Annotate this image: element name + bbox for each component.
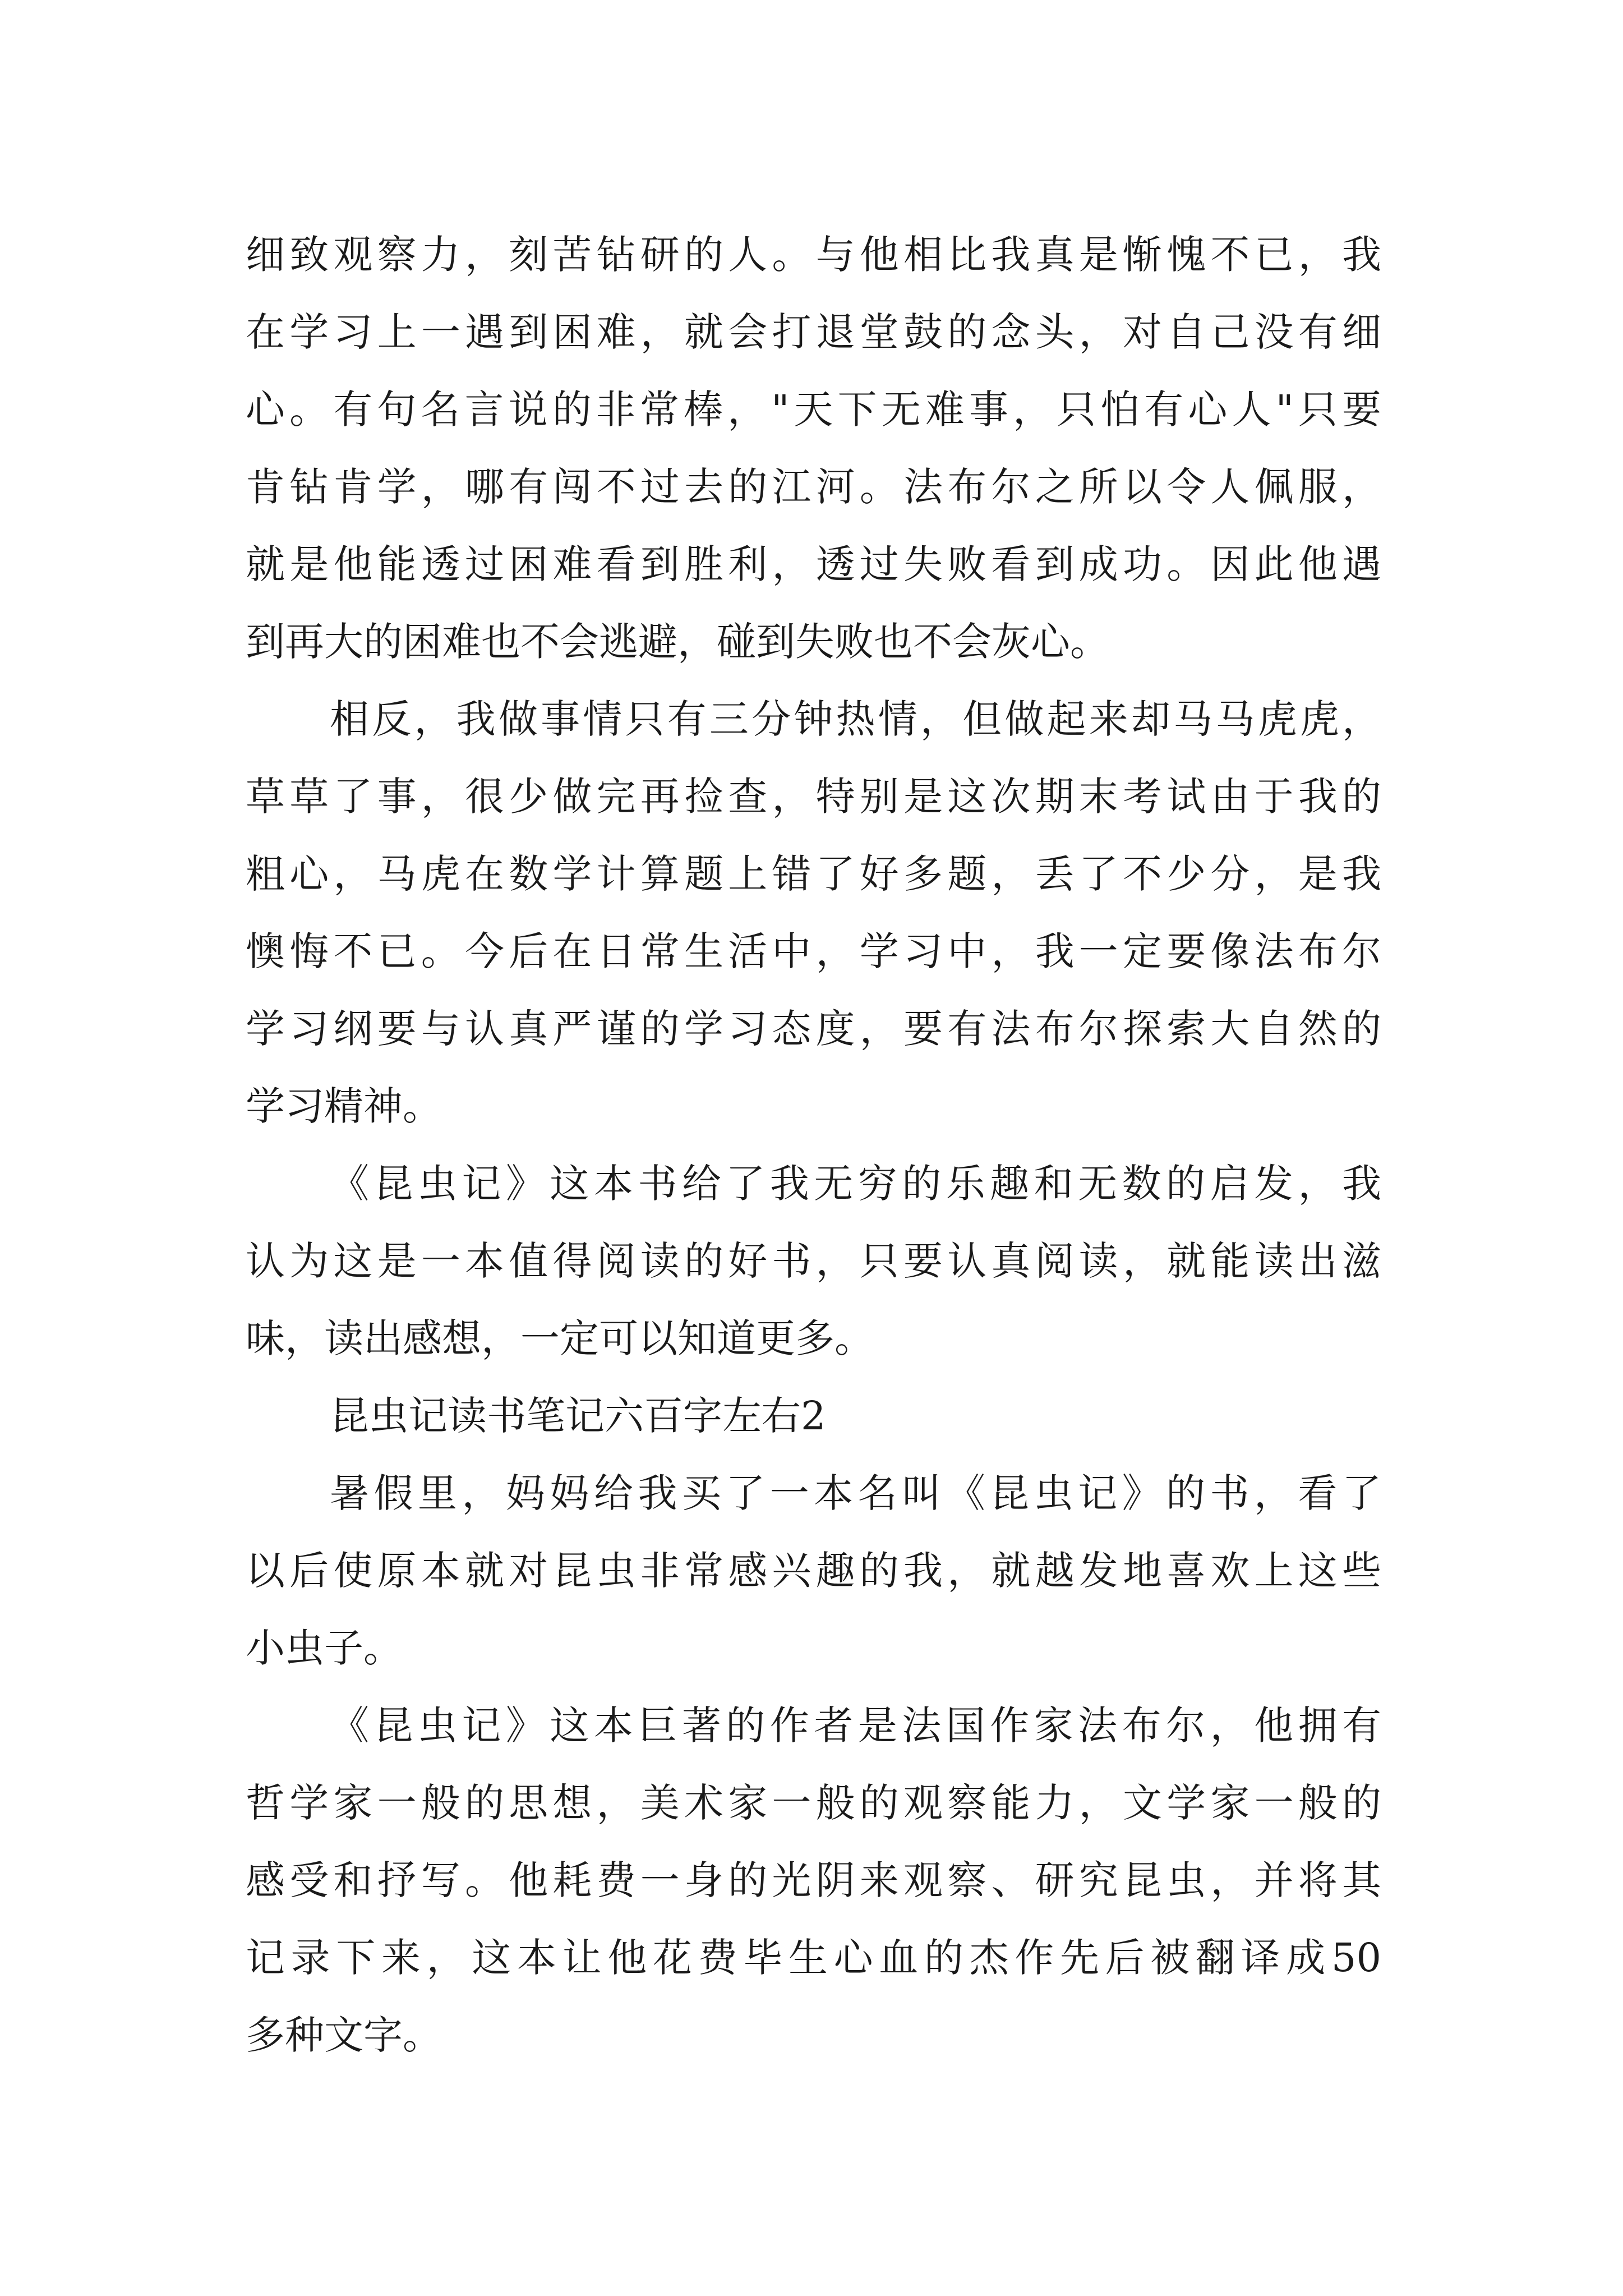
text-line: 粗心，马虎在数学计算题上错了好多题，丢了不少分，是我 bbox=[246, 851, 1381, 897]
text-line: 就是他能透过困难看到胜利，透过失败看到成功。因此他遇 bbox=[246, 541, 1381, 587]
text-line: 草草了事，很少做完再捡查，特别是这次期末考试由于我的 bbox=[246, 774, 1381, 820]
text-line: 学习精神。 bbox=[246, 1083, 442, 1129]
text-line: 味，读出感想，一定可以知道更多。 bbox=[246, 1315, 874, 1361]
body-text bbox=[246, 216, 1381, 2074]
paragraph bbox=[246, 216, 1381, 680]
text-line: 以后使原本就对昆虫非常感兴趣的我，就越发地喜欢上这些 bbox=[246, 1548, 1381, 1594]
paragraph bbox=[246, 1377, 1381, 1455]
text-line: 认为这是一本值得阅读的好书，只要认真阅读，就能读出滋 bbox=[246, 1238, 1381, 1284]
text-line: 细致观察力，刻苦钻研的人。与他相比我真是惭愧不已，我 bbox=[246, 232, 1381, 278]
text-line: 学习纲要与认真严谨的学习态度，要有法布尔探索大自然的 bbox=[246, 1006, 1381, 1052]
paragraph bbox=[246, 1687, 1381, 2074]
text-line: 昆虫记读书笔记六百字左右2 bbox=[330, 1393, 826, 1439]
text-line: 多种文字。 bbox=[246, 2012, 442, 2058]
paragraph bbox=[246, 680, 1381, 1145]
text-line: 《昆虫记》这本巨著的作者是法国作家法布尔，他拥有 bbox=[330, 1703, 1381, 1749]
text-line: 懊悔不已。今后在日常生活中，学习中，我一定要像法布尔 bbox=[246, 928, 1381, 974]
text-line: 暑假里，妈妈给我买了一本名叫《昆虫记》的书，看了 bbox=[330, 1470, 1381, 1516]
text-line: 心。有句名言说的非常棒，"天下无难事，只怕有心人"只要 bbox=[246, 386, 1381, 432]
text-line: 肯钻肯学，哪有闯不过去的江河。法布尔之所以令人佩服， bbox=[246, 464, 1381, 510]
paragraph bbox=[246, 1455, 1381, 1687]
text-line: 《昆虫记》这本书给了我无穷的乐趣和无数的启发，我 bbox=[330, 1161, 1381, 1207]
text-line: 哲学家一般的思想，美术家一般的观察能力，文学家一般的 bbox=[246, 1780, 1381, 1826]
text-line: 相反，我做事情只有三分钟热情，但做起来却马马虎虎， bbox=[330, 696, 1381, 742]
text-line: 记录下来，这本让他花费毕生心血的杰作先后被翻译成50 bbox=[246, 1935, 1381, 1981]
text-line: 到再大的困难也不会逃避，碰到失败也不会灰心。 bbox=[246, 619, 1109, 665]
text-line: 在学习上一遇到困难，就会打退堂鼓的念头，对自己没有细 bbox=[246, 309, 1381, 355]
text-line: 感受和抒写。他耗费一身的光阴来观察、研究昆虫，并将其 bbox=[246, 1857, 1381, 1903]
text-line: 小虫子。 bbox=[246, 1625, 403, 1671]
paragraph bbox=[246, 1145, 1381, 1377]
